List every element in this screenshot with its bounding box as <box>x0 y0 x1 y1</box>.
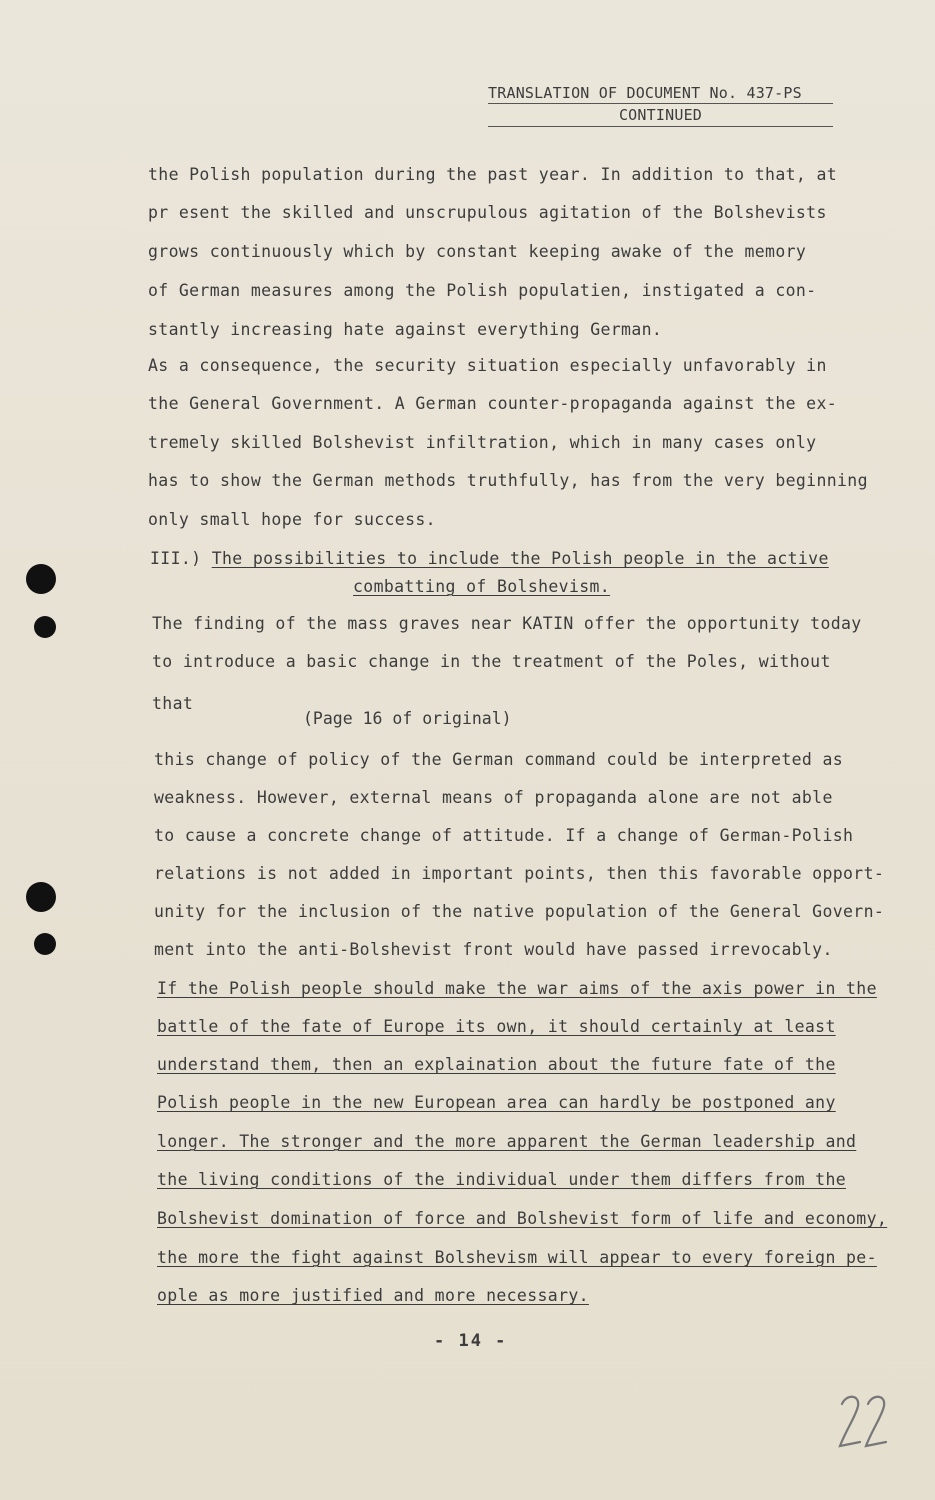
text-line: to cause a concrete change of attitude. If a change of German-Polish <box>154 826 854 845</box>
section-title-line: combatting of Bolshevism. <box>353 577 611 596</box>
text-line: grows continuously which by constant keeping awake of the memory <box>148 242 807 261</box>
punch-hole <box>26 882 56 912</box>
text-line: weakness. However, external means of propaganda alone are not able <box>154 788 833 807</box>
underlined-line: longer. The stronger and the more apparent the German leadership and <box>157 1132 857 1151</box>
section-heading <box>150 549 829 568</box>
text-line: the General Government. A German counter-propaganda against the ex- <box>148 394 838 413</box>
text-line: As a consequence, the security situation especially unfavorably in <box>148 356 827 375</box>
text-line: stantly increasing hate against everything German. <box>148 320 663 339</box>
text-line: The finding of the mass graves near KATIN offer the opportunity today <box>152 614 862 633</box>
original-page-reference: (Page 16 of original) <box>303 709 512 728</box>
underlined-line: If the Polish people should make the war aims of the axis power in the <box>157 979 877 998</box>
punch-hole <box>34 933 56 955</box>
underlined-line: ople as more justified and more necessary. <box>157 1286 589 1305</box>
text-line: the Polish population during the past year. In addition to that, at <box>148 165 838 184</box>
text-line: has to show the German methods truthfully, has from the very beginning <box>148 471 868 490</box>
header-continued: CONTINUED <box>488 106 833 127</box>
underlined-line: battle of the fate of Europe its own, it should certainly at least <box>157 1017 836 1036</box>
header-title: TRANSLATION OF DOCUMENT No. 437-PS <box>488 84 833 104</box>
text-line: ment into the anti-Bolshevist front would have passed irrevocably. <box>154 940 833 959</box>
text-line: unity for the inclusion of the native population of the General Govern- <box>154 902 885 921</box>
document-header <box>488 84 833 127</box>
underlined-line: the living conditions of the individual under them differs from the <box>157 1170 847 1189</box>
text-line: pr esent the skilled and unscrupulous agitation of the Bolshevists <box>148 203 827 222</box>
handwritten-folio-number <box>836 1390 894 1454</box>
page-number: - 14 - <box>434 1331 508 1351</box>
underlined-line: Bolshevist domination of force and Bolshevist form of life and economy, <box>157 1209 888 1228</box>
section-title-line: The possibilities to include the Polish people in the active <box>211 549 829 568</box>
underlined-line: the more the fight against Bolshevism will appear to every foreign pe- <box>157 1248 877 1267</box>
text-line: that <box>152 694 194 713</box>
punch-hole <box>26 564 56 594</box>
underlined-line: understand them, then an explaination about the future fate of the <box>157 1055 836 1074</box>
text-line: this change of policy of the German command could be interpreted as <box>154 750 844 769</box>
section-number: III.) <box>150 549 202 568</box>
punch-hole <box>34 616 56 638</box>
text-line: only small hope for success. <box>148 510 436 529</box>
text-line: relations is not added in important points, then this favorable opport- <box>154 864 885 883</box>
text-line: to introduce a basic change in the treatment of the Poles, without <box>152 652 831 671</box>
text-line: of German measures among the Polish populatien, instigated a con- <box>148 281 817 300</box>
text-line: tremely skilled Bolshevist infiltration, which in many cases only <box>148 433 817 452</box>
underlined-line: Polish people in the new European area can hardly be postponed any <box>157 1093 836 1112</box>
